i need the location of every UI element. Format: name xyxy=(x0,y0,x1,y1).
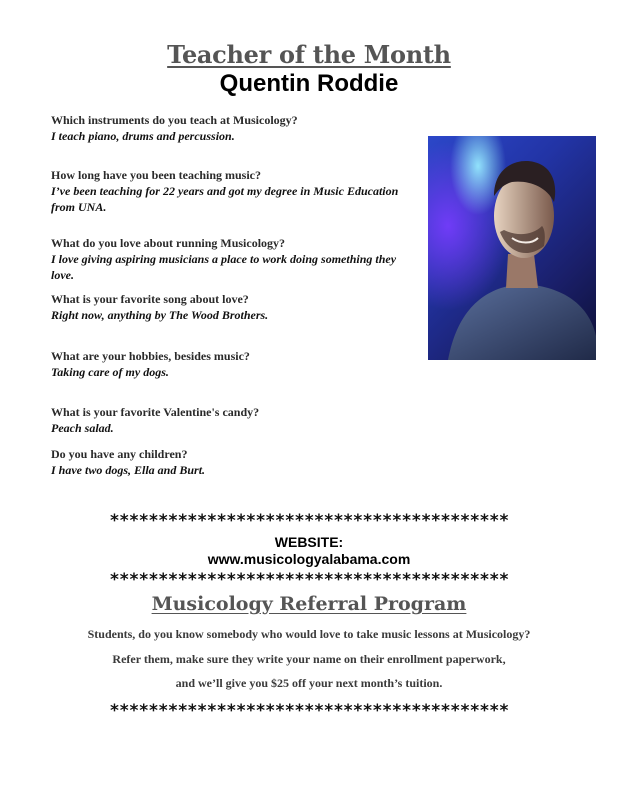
website-label: WEBSITE: xyxy=(274,534,344,550)
question: What are your hobbies, besides music? xyxy=(51,349,250,363)
answer: Right now, anything by The Wood Brothers. xyxy=(51,308,269,322)
referral-line: Students, do you know somebody who would love to take music lessons at Musicology? xyxy=(87,627,531,641)
qa-item-instruments xyxy=(51,112,411,144)
page-title: Teacher of the Month xyxy=(167,40,451,69)
qa-item-favorite-song xyxy=(51,291,411,323)
referral-title: Musicology Referral Program xyxy=(151,593,467,615)
answer: Peach salad. xyxy=(51,421,114,435)
referral-line: and we’ll give you $25 off your next month’s tuition. xyxy=(175,676,443,690)
qa-item-love-running xyxy=(51,235,411,283)
qa-item-teaching-years xyxy=(51,167,411,215)
divider-stars-bottom: ***************************************** xyxy=(109,701,509,721)
answer: I love giving aspiring musicians a place to work doing something they love. xyxy=(51,252,397,282)
answer: Taking care of my dogs. xyxy=(51,365,169,379)
website-url-link[interactable]: www.musicologyalabama.com xyxy=(207,551,411,567)
question: What do you love about running Musicology? xyxy=(51,236,286,250)
teacher-photo xyxy=(428,136,596,360)
divider-stars-top: ***************************************** xyxy=(109,511,509,531)
qa-item-valentine-candy xyxy=(51,404,411,436)
question: Which instruments do you teach at Musicology? xyxy=(51,113,298,127)
answer: I’ve been teaching for 22 years and got my degree in Music Education from UNA. xyxy=(51,184,399,214)
question: How long have you been teaching music? xyxy=(51,168,262,182)
teacher-portrait-illustration xyxy=(428,136,596,360)
qa-item-hobbies xyxy=(51,348,411,380)
divider-stars-middle: ***************************************** xyxy=(109,570,509,590)
qa-item-children xyxy=(51,446,411,478)
answer: I teach piano, drums and percussion. xyxy=(51,129,235,143)
referral-line: Refer them, make sure they write your name on their enrollment paperwork, xyxy=(112,652,506,666)
question: What is your favorite song about love? xyxy=(51,292,249,306)
teacher-name: Quentin Roddie xyxy=(219,70,399,97)
question: What is your favorite Valentine's candy? xyxy=(51,405,260,419)
question: Do you have any children? xyxy=(51,447,188,461)
answer: I have two dogs, Ella and Burt. xyxy=(51,463,206,477)
